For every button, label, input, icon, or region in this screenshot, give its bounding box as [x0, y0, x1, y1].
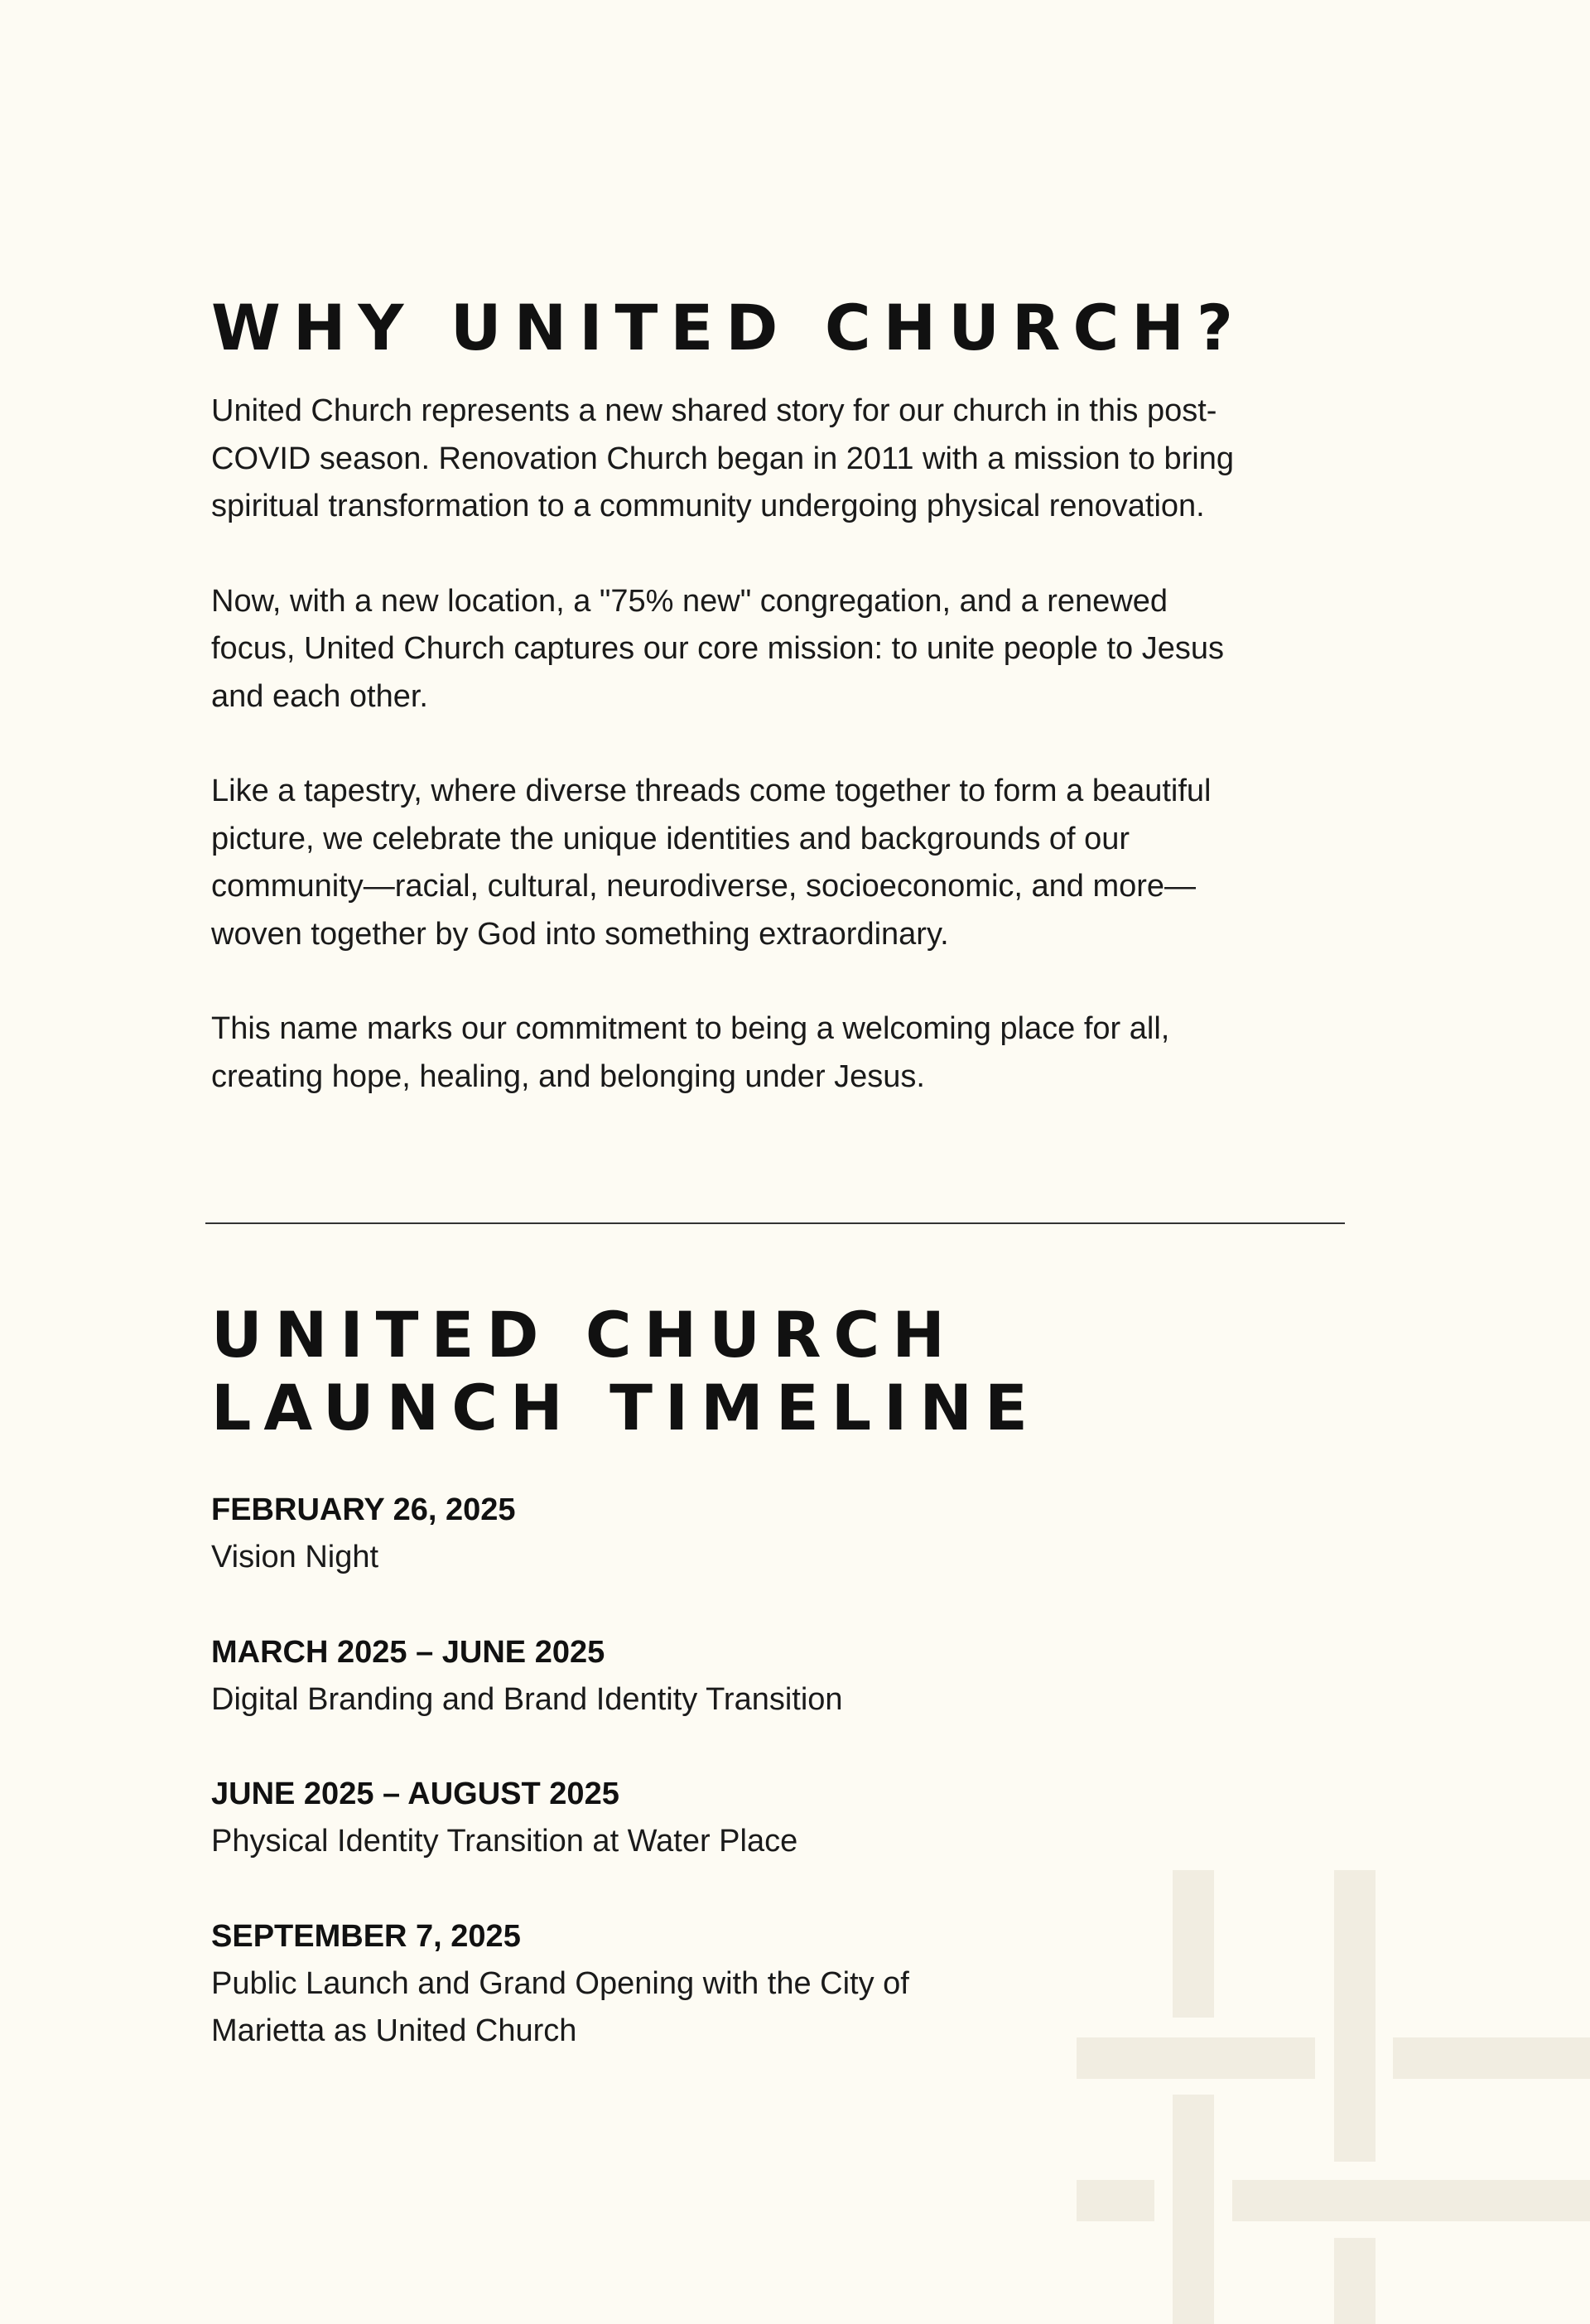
timeline-heading [211, 1299, 1288, 1444]
why-paragraph-2: Now, with a new location, a "75% new" congregation, and a renewed focus, United Church captures our core mission: to unite people to Jesus and each other. [211, 583, 1224, 714]
timeline-date: MARCH 2025 – JUNE 2025 [211, 1634, 605, 1670]
why-paragraph-4: This name marks our commitment to being a welcoming place for all, creating hope, healing, and belonging under Jesus. [211, 1011, 1170, 1094]
woven-cross-icon [1077, 1868, 1590, 2324]
timeline-description: Vision Night [211, 1540, 379, 1574]
timeline-description: Digital Branding and Brand Identity Transition [211, 1681, 843, 1717]
why-heading: WHY UNITED CHURCH? [211, 291, 1246, 364]
timeline-heading-line-1: UNITED CHURCH [211, 1298, 957, 1372]
why-section [211, 292, 1371, 1101]
timeline-description: Physical Identity Transition at Water Place [211, 1824, 798, 1859]
timeline-item [211, 1770, 1288, 1866]
timeline-description: Public Launch and Grand Opening with the City of Marietta as United Church [211, 1965, 909, 2048]
timeline-date: JUNE 2025 – AUGUST 2025 [211, 1777, 619, 1811]
timeline-date: SEPTEMBER 7, 2025 [211, 1918, 521, 1954]
timeline-heading-line-2: LAUNCH TIMELINE [211, 1371, 1040, 1444]
timeline-date: FEBRUARY 26, 2025 [211, 1492, 516, 1527]
timeline-item [211, 1486, 1288, 1582]
why-paragraph-1: United Church represents a new shared story for our church in this post-COVID season. Renovation Church began in 2011 with a mission to bring spiritual transformation to a community undergoing physical renovation. [211, 393, 1234, 523]
timeline-item [211, 1628, 1288, 1724]
section-divider [205, 1222, 1345, 1224]
why-paragraph-3: Like a tapestry, where diverse threads come together to form a beautiful picture, we celebrate the unique identities and backgrounds of our community—racial, cultural, neurodiverse, socioeconomic, and more—woven together by God into something extraordinary. [211, 774, 1212, 952]
